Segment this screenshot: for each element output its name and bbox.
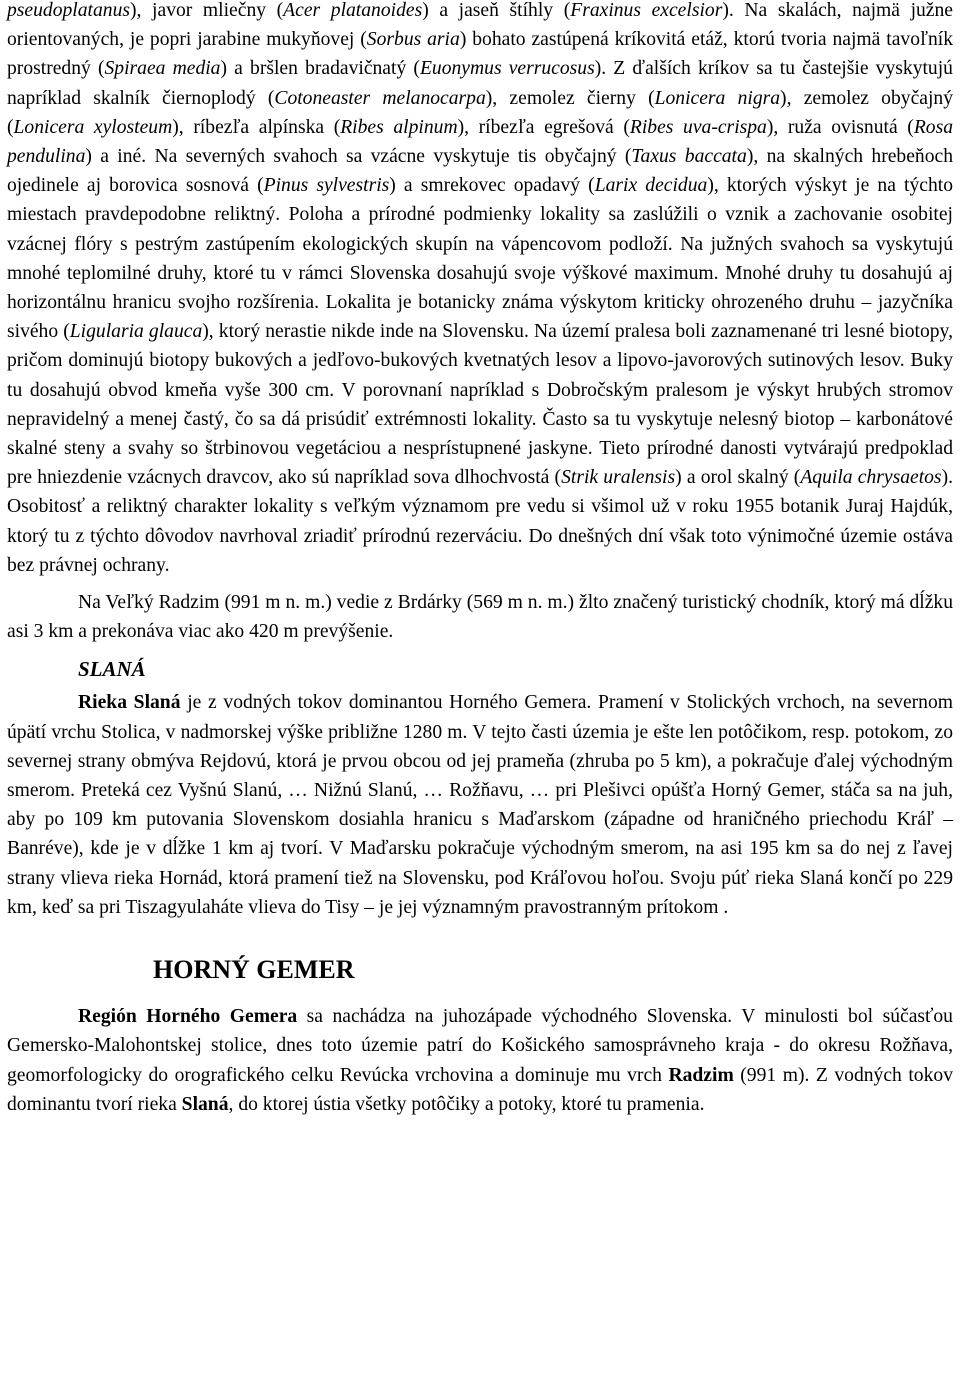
paragraph-slana: Rieka Slaná je z vodných tokov dominantou Horného Gemera. Pramení v Stolických vrchoch, na severnom úpätí vrchu Stolica, v nadmorskej výške približne 1280 m. V tejto časti územia je ešte len potôčikom, resp. potokom, zo severnej strany obmýva Rejdovú, ktorá je prvou obcou od jej prameňa (zhruba po 5 km), a pokračuje ďalej východným smerom. Preteká cez Vyšnú Slanú, … Nižnú Slanú, … Rožňavu, … pri Plešivci opúšťa Horný Gemer, stáča sa na juh, aby po 109 km putovania Slovenskom dosiahla hranicu s Maďarskom (západne od hraničného priechodu Kráľ – Banréve), kde je v dĺžke 1 km aj tvorí. V Maďarsku pokračuje východným smerom, na asi 195 km sa do nej z ľavej strany vlieva rieka Hornád, ktorá pramení tiež na Slovensku, pod Kráľovou hoľou. Svoju púť rieka Slaná končí po 229 km, keď sa pri Tiszagyulaháte vlieva do Tisy – je jej významným pravostranným prítokom . [7, 692, 953, 918]
paragraph-horny-gemer: Región Horného Gemera sa nachádza na juhozápade východného Slovenska. V minulosti bol súčasťou Gemersko-Malohontskej stolice, dnes toto územie patrí do Košického samosprávneho kraja - do okresu Rožňava, geomorfologicky do orografického celku Revúcka vrchovina a dominuje mu vrch Radzim (991 m). Z vodných tokov dominantu tvorí rieka Slaná, do ktorej ústia všetky potôčiky a potoky, ktoré tu pramenia. [7, 1006, 953, 1115]
heading-slana: SLANÁ [78, 657, 146, 682]
heading-horny-gemer: HORNÝ GEMER [153, 955, 355, 985]
paragraph-trail: Na Veľký Radzim (991 m n. m.) vedie z Brdárky (569 m n. m.) žlto značený turistický chodník, ktorý má dĺžku asi 3 km a prekonáva viac ako 420 m prevýšenie. [7, 592, 953, 643]
paragraph-flora: pseudoplatanus), javor mliečny (Acer platanoides) a jaseň štíhly (Fraxinus excelsior). Na skalách, najmä južne orientovaných, je popri jarabine mukyňovej (Sorbus aria) bohato zastúpená kríkovitá etáž, ktorú tvoria najmä tavoľník prostredný (Spiraea media) a bršlen bradavičnatý (Euonymus verrucosus). Z ďalších kríkov sa tu častejšie vyskytujú napríklad skalník čiernoplodý (Cotoneaster melanocarpa), zemolez čierny (Lonicera nigra), zemolez obyčajný (Lonicera xylosteum), ríbezľa alpínska (Ribes alpinum), ríbezľa egrešová (Ribes uva-crispa), ruža ovisnutá (Rosa pendulina) a iné. Na severných svahoch sa vzácne vyskytuje tis obyčajný (Taxus baccata), na skalných hrebeňoch ojedinele aj borovica sosnová (Pinus sylvestris) a smrekovec opadavý (Larix decidua), ktorých výskyt je na týchto miestach pravdepodobne reliktný. Poloha a prírodné podmienky lokality sa zaslúžili o vznik a zachovanie osobitej vzácnej flóry s pestrým zastúpením ekologických skupín na vápencovom podloží. Na južných svahoch sa vyskytujú mnohé teplomilné druhy, ktoré tu v rámci Slovenska dosahujú svoje výškové maximum. Mnohé druhy tu dosahujú aj horizontálnu hranicu svojho rozšírenia. Lokalita je botanicky známa výskytom kriticky ohrozeného druhu – jazyčníka sivého (Ligularia glauca), ktorý nerastie nikde inde na Slovensku. Na území pralesa boli zaznamenané tri lesné biotopy, pričom dominujú biotopy bukových a jedľovo-bukových kvetnatých lesov a lipovo-javorových sutinových lesov. Buky tu dosahujú obvod kmeňa vyše 300 cm. V porovnaní napríklad s Dobročským pralesom je výskyt hrubých stromov nepravidelný a menej častý, čo sa dá prisúdiť extrémnosti lokality. Často sa tu vyskytuje nelesný biotop – karbonátové skalné steny a svahy so štrbinovou vegetáciou a nesprístupnené jaskyne. Tieto prírodné danosti vytvárajú predpoklad pre hniezdenie vzácnych dravcov, ako sú napríklad sova dlhochvostá (Strik uralensis) a orol skalný (Aquila chrysaetos). Osobitosť a reliktný charakter lokality s veľkým významom pre vedu si všimol už v roku 1955 botanik Juraj Hajdúk, ktorý tu z týchto dôvodov navrhoval zriadiť prírodnú rezerváciu. Do dnešných dní však toto výnimočné územie ostáva bez právnej ochrany. [7, 0, 953, 576]
